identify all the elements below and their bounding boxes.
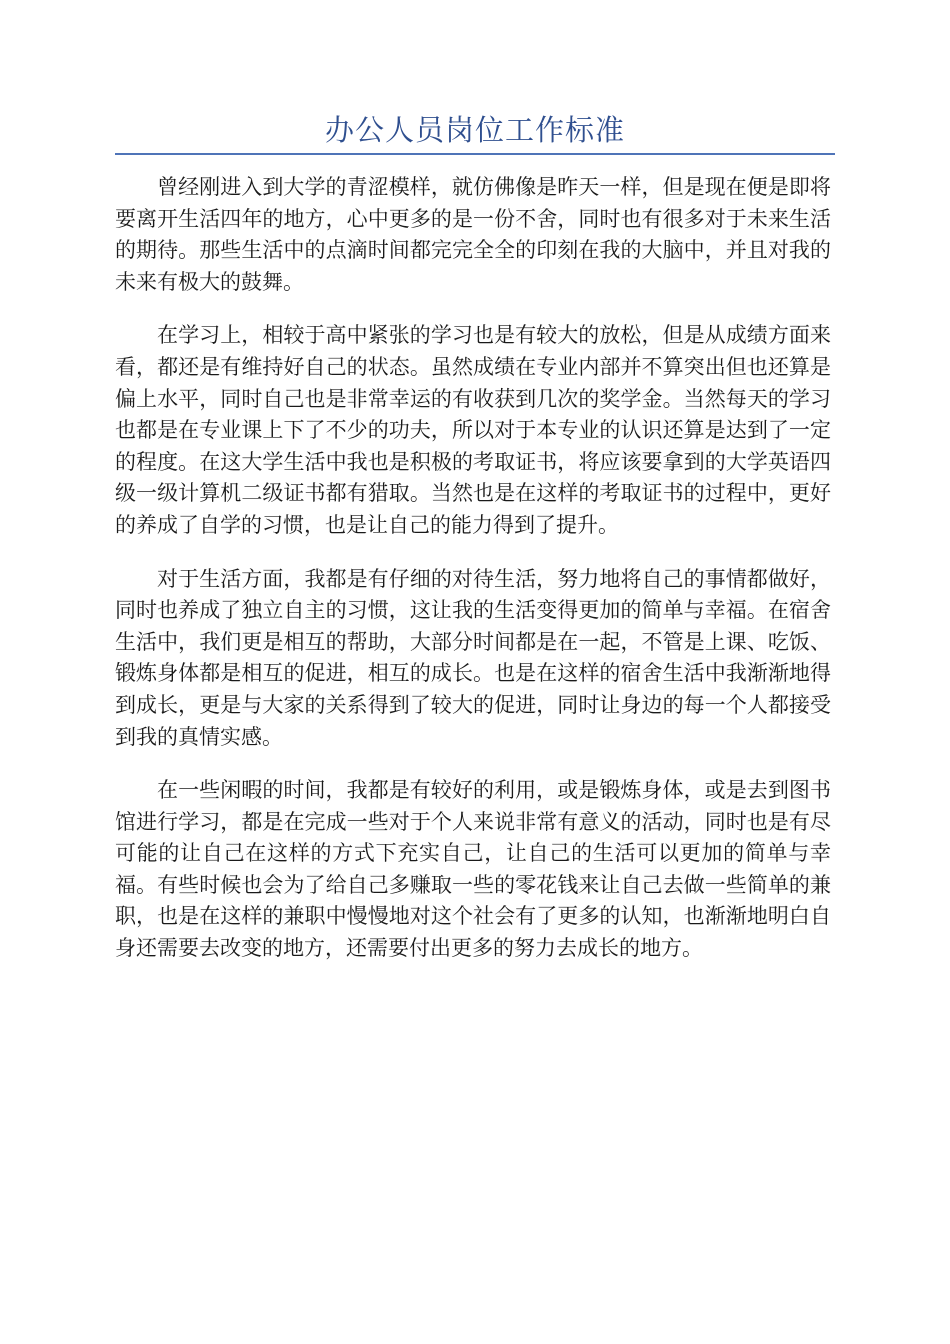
paragraph-3: 对于生活方面，我都是有仔细的对待生活，努力地将自己的事情都做好，同时也养成了独立自主的习惯，这让我的生活变得更加的简单与幸福。在宿舍生活中，我们更是相互的帮助，大部分时间都是在一起，不管是上课、吃饭、锻炼身体都是相互的促进，相互的成长。也是在这样的宿舍生活中我渐渐地得到成长，更是与大家的关系得到了较大的促进，同时让身边的每一个人都接受到我的真情实感。 [115,566,831,749]
title-underline [115,153,835,155]
document-body [115,172,831,987]
paragraph-2: 在学习上，相较于高中紧张的学习也是有较大的放松，但是从成绩方面来看，都还是有维持好自己的状态。虽然成绩在专业内部并不算突出但也还算是偏上水平，同时自己也是非常幸运的有收获到几次的奖学金。当然每天的学习也都是在专业课上下了不少的功夫，所以对于本专业的认识还算是达到了一定的程度。在这大学生活中我也是积极的考取证书，将应该要拿到的大学英语四级一级计算机二级证书都有猎取。当然也是在这样的考取证书的过程中，更好的养成了自学的习惯，也是让自己的能力得到了提升。 [115,323,831,537]
paragraph-1: 曾经刚进入到大学的青涩模样，就仿佛像是昨天一样，但是现在便是即将要离开生活四年的地方，心中更多的是一份不舍，同时也有很多对于未来生活的期待。那些生活中的点滴时间都完完全全的印刻在我的大脑中，并且对我的未来有极大的鼓舞。 [115,175,831,294]
paragraph-4: 在一些闲暇的时间，我都是有较好的利用，或是锻炼身体，或是去到图书馆进行学习，都是在完成一些对于个人来说非常有意义的活动，同时也是有尽可能的让自己在这样的方式下充实自己，让自己的生活可以更加的简单与幸福。有些时候也会为了给自己多赚取一些的零花钱来让自己去做一些简单的兼职，也是在这样的兼职中慢慢地对这个社会有了更多的认知，也渐渐地明白自身还需要去改变的地方，还需要付出更多的努力去成长的地方。 [115,778,831,961]
document-title: 办公人员岗位工作标准 [324,113,625,147]
